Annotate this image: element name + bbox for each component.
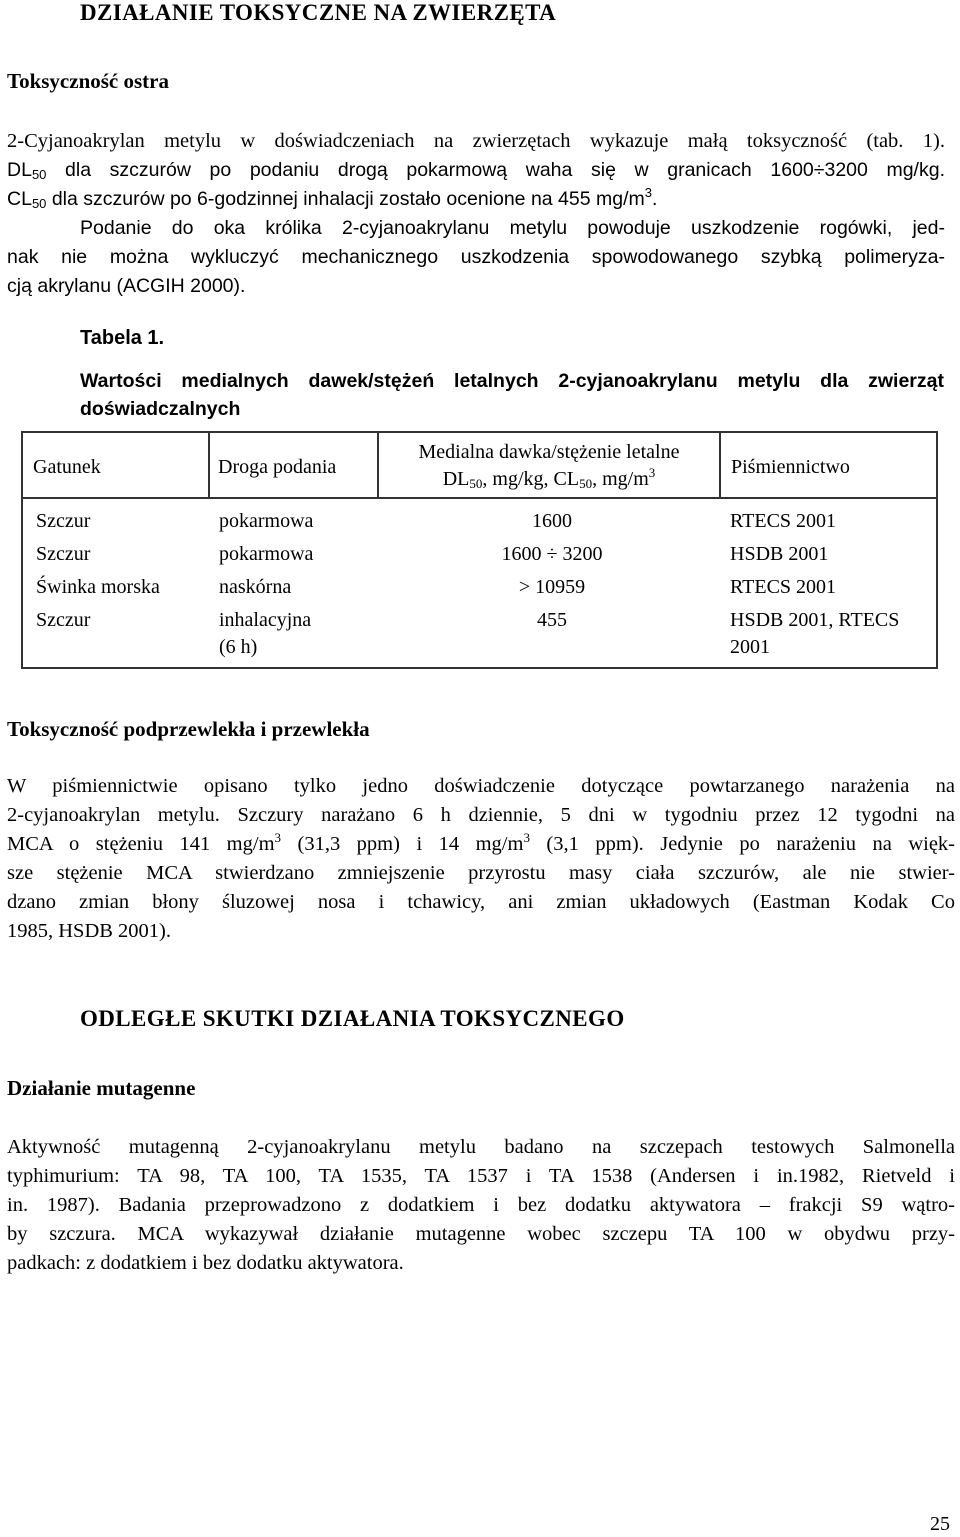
table-cell-ref: HSDB 2001: [730, 543, 829, 565]
acute-line-5: nak nie można wykluczyć mechanicznego uszkodzenia spowodowanego szybką polimeryza-: [7, 246, 945, 268]
subchronic-line-3: MCA o stężeniu 141 $mg/m^3$ (31,3 ppm) i 14 $mg/m^3$ (3,1 ppm). Jedynie po narażeniu na więk-: [7, 830, 955, 855]
section-title: DZIAŁANIE TOKSYCZNE NA ZWIERZĘTA: [80, 0, 557, 25]
header-dose: Medialna dawka/stężenie letalne $DL_{50}$, mg/kg, $CL_{50}$, $mg/m^3$: [418, 441, 680, 491]
header-references: Piśmiennictwo: [731, 456, 850, 478]
mutagenic-heading: Działanie mutagenne: [7, 1076, 196, 1100]
table-cell-ref: RTECS 2001: [730, 510, 837, 532]
table-header-rule: [21, 497, 938, 499]
acute-line-3: $CL_{50}$ dla szczurów po 6-godzinnej inhalacji zostało ocenione na 455 $mg/m^3$.: [7, 185, 658, 211]
table-caption-line-1: Wartości medialnych dawek/stężeń letalnych 2-cyjanoakrylanu metylu dla zwierząt: [80, 370, 944, 392]
acute-line-2: $DL_{50}$ dla szczurów po podaniu drogą pokarmową waha się w granicach 1600÷3200 mg/kg.: [7, 159, 945, 182]
table-cell-ref-cont: 2001: [730, 636, 770, 658]
acute-line-6: cją akrylanu (ACGIH 2000).: [7, 275, 246, 297]
table-cell-ref: RTECS 2001: [730, 576, 837, 598]
acute-line-1: 2-Cyjanoakrylan metylu w doświadczeniach na zwierzętach wykazuje małą toksyczność (tab. 1).: [7, 130, 945, 152]
table-cell-species: Świnka morska: [36, 576, 160, 598]
table-cell-value: > 10959: [518, 576, 586, 598]
table-label: Tabela 1.: [80, 327, 165, 349]
acute-heading: Toksyczność ostra: [7, 69, 169, 93]
subchronic-line-5: dzano zmian błony śluzowej nosa i tchawicy, ani zmian układowych (Eastman Kodak Co: [7, 891, 955, 913]
mutagenic-line-2: typhimurium: TA 98, TA 100, TA 1535, TA 1537 i TA 1538 (Andersen i in.1982, Rietveld i: [7, 1165, 955, 1187]
subchronic-line-1: W piśmiennictwie opisano tylko jedno doświadczenie dotyczące powtarzanego narażenia na: [7, 775, 955, 797]
table-cell-value: 455: [537, 609, 567, 631]
table-cell-route-note: (6 h): [219, 636, 258, 658]
table-cell-route: naskórna: [219, 576, 292, 598]
table-divider: [719, 431, 721, 498]
table-cell-value: 1600 ÷ 3200: [501, 543, 603, 565]
table-cell-route: pokarmowa: [219, 510, 314, 532]
table-cell-route: pokarmowa: [219, 543, 314, 565]
table-cell-route: inhalacyjna: [219, 609, 312, 631]
table-cell-value: 1600: [532, 510, 572, 532]
table-divider: [208, 431, 210, 498]
mutagenic-line-1: Aktywność mutagenną 2-cyjanoakrylanu metylu badano na szczepach testowych Salmonella: [7, 1136, 955, 1158]
header-species: Gatunek: [33, 456, 101, 478]
table-cell-species: Szczur: [36, 609, 91, 631]
mutagenic-line-5: padkach: z dodatkiem i bez dodatku aktywatora.: [7, 1252, 404, 1274]
table-caption-line-2: doświadczalnych: [80, 398, 241, 420]
mutagenic-line-4: by szczura. MCA wykazywał działanie mutagenne wobec szczepu TA 100 w obydwu przy-: [7, 1223, 955, 1245]
subchronic-line-4: sze stężenie MCA stwierdzano zmniejszenie przyrostu masy ciała szczurów, ale nie stwier-: [7, 862, 955, 884]
subchronic-line-6: 1985, HSDB 2001).: [7, 920, 172, 942]
table-cell-species: Szczur: [36, 510, 91, 532]
subchronic-heading: Toksyczność podprzewlekła i przewlekła: [7, 717, 370, 741]
page-number: 25: [930, 1513, 950, 1535]
remote-effects-title: ODLEGŁE SKUTKI DZIAŁANIA TOKSYCZNEGO: [80, 1006, 625, 1031]
acute-line-4: Podanie do oka królika 2-cyjanoakrylanu metylu powoduje uszkodzenie rogówki, jed-: [80, 217, 945, 239]
header-route: Droga podania: [218, 456, 337, 478]
table-cell-species: Szczur: [36, 543, 91, 565]
subchronic-line-2: 2-cyjanoakrylan metylu. Szczury narażano 6 h dziennie, 5 dni w tygodniu przez 12 tygodni na: [7, 804, 955, 826]
table-cell-ref: HSDB 2001, RTECS: [730, 609, 900, 631]
mutagenic-line-3: in. 1987). Badania przeprowadzono z dodatkiem i bez dodatku aktywatora – frakcji S9 wątro-: [7, 1194, 955, 1216]
